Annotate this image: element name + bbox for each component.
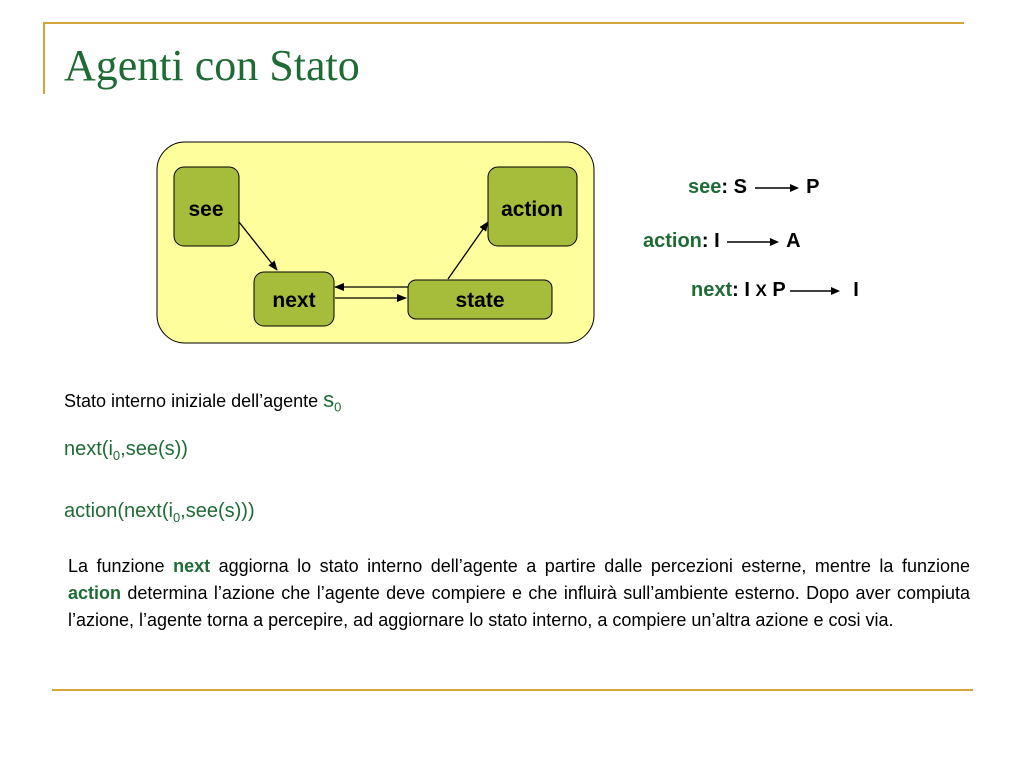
next-expression — [64, 438, 188, 463]
para-text-1: La funzione — [68, 556, 174, 576]
action-def-arrow-icon — [725, 237, 781, 247]
action-node-label: action — [501, 198, 563, 221]
see-def-domain: S — [733, 176, 747, 198]
action-def-codomain: A — [786, 230, 801, 252]
initial-state-line — [64, 387, 341, 415]
initial-state-symbol: s — [323, 387, 335, 412]
next-def-times: X — [755, 281, 767, 300]
para-text-2: aggiorna lo stato interno dell’agente a partire dalle percezioni esterne, mentre la funzione — [210, 556, 970, 576]
see-def-arrow-icon — [753, 183, 801, 193]
next-node-label: next — [272, 289, 316, 312]
next-def-domain-a: I — [744, 279, 750, 301]
page-title: Agenti con Stato — [64, 41, 360, 90]
next-expr-sub: 0 — [112, 448, 121, 463]
action-expr-post: ,see(s))) — [180, 500, 255, 522]
next-def-arrow-icon — [788, 286, 842, 296]
action-expression — [64, 500, 255, 525]
next-def-name: next — [691, 279, 733, 301]
see-def-codomain: P — [806, 176, 820, 198]
see-node-label: see — [188, 198, 224, 221]
action-expr-sub: 0 — [172, 510, 181, 525]
action-definition — [643, 230, 801, 253]
next-def-colon: : — [732, 279, 739, 301]
para-text-3: determina l’azione che l’agente deve compiere e che influirà sull’ambiente esterno. Dopo aver compiuta l’azione, l’agente torna a percepire, ad aggiornare lo stato interno, a compiere un’altra azione e cosi via. — [68, 583, 970, 630]
next-def-codomain: I — [853, 279, 859, 301]
explanation-paragraph — [68, 553, 970, 634]
action-def-name: action — [643, 230, 702, 252]
see-definition — [688, 176, 819, 199]
next-def-domain-b: P — [772, 279, 786, 301]
state-node-label: state — [455, 289, 505, 312]
next-expr-post: ,see(s)) — [120, 438, 188, 460]
initial-state-text: Stato interno iniziale dell’agente — [64, 391, 324, 411]
next-expr-pre: next(i — [64, 438, 113, 460]
action-def-domain: I — [714, 230, 720, 252]
initial-state-subscript: 0 — [334, 399, 342, 415]
see-def-colon: : — [721, 176, 729, 198]
next-definition — [691, 279, 859, 302]
see-def-name: see — [688, 176, 722, 198]
para-keyword-next: next — [173, 556, 211, 576]
para-keyword-action: action — [68, 583, 122, 603]
action-expr-pre: action(next(i — [64, 500, 173, 522]
action-def-colon: : — [701, 230, 709, 252]
